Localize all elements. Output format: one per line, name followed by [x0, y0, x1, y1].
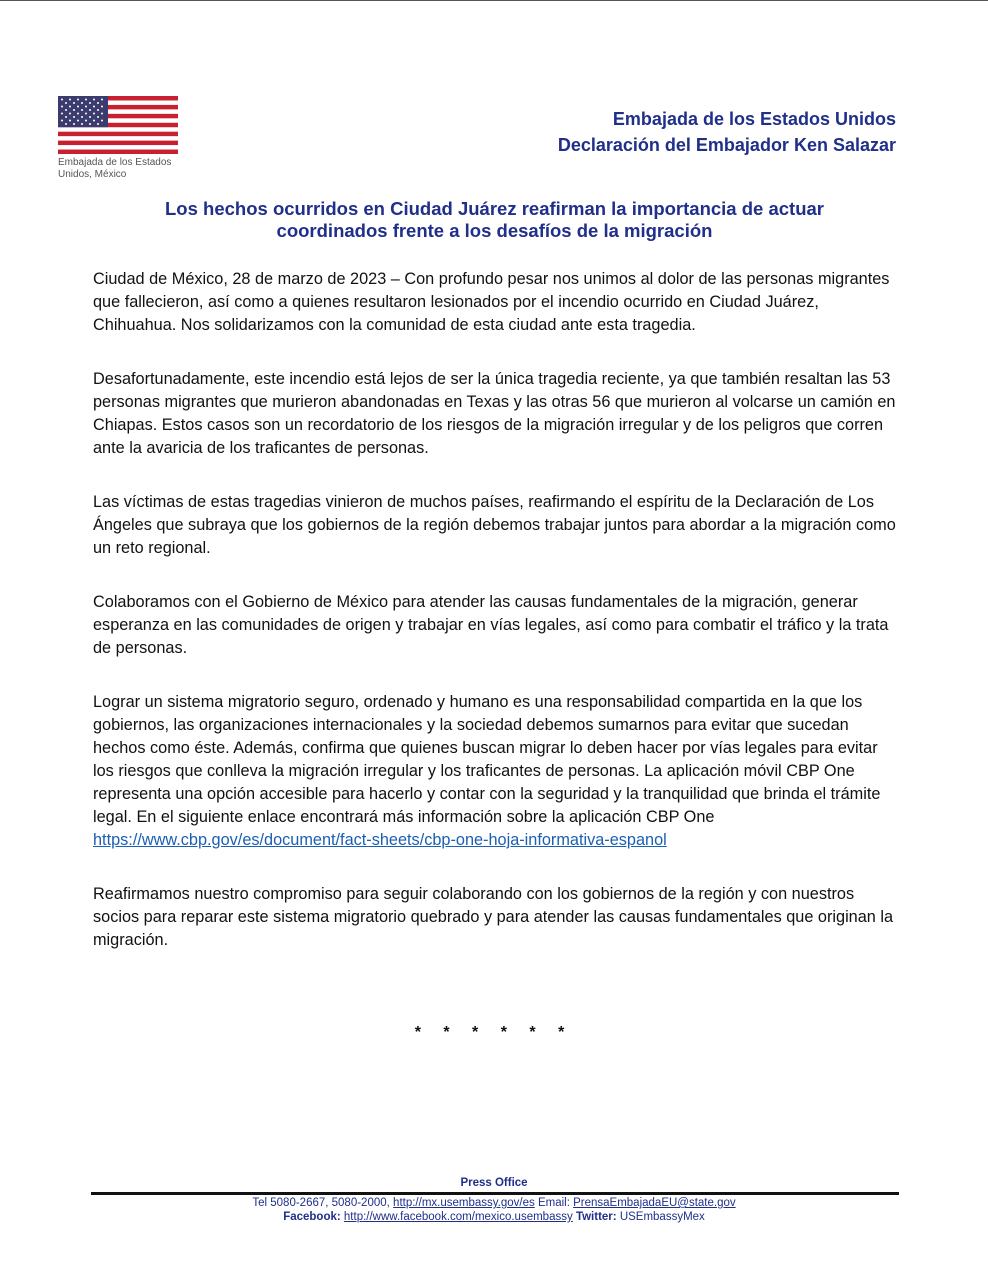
- cbp-one-link[interactable]: https://www.cbp.gov/es/document/fact-sheets/cbp-one-hoja-informativa-espanol: [93, 831, 667, 849]
- headline-line-2: coordinados frente a los desafíos de la migración: [276, 220, 713, 241]
- paragraph-4: Colaboramos con el Gobierno de México para atender las causas fundamentales de la migración, generar esperanza en las comunidades de origen y trabajar en vías legales, así como para combatir el tráfico y la trata de personas.: [93, 593, 889, 657]
- embassy-logo: [58, 96, 180, 181]
- statement-title: Declaración del Embajador Ken Salazar: [557, 135, 896, 155]
- embassy-site-link[interactable]: http://mx.usembassy.gov/es: [393, 1197, 535, 1209]
- paragraph-1: Ciudad de México, 28 de marzo de 2023 – Con profundo pesar nos unimos al dolor de las personas migrantes que fallecieron, así como a quienes resultaron lesionados por el incendio ocurrido en Ciudad Juárez, Chihuahua. Nos solidarizamos con la comunidad de esta ciudad ante esta tragedia.: [93, 270, 890, 334]
- facebook-link[interactable]: http://www.facebook.com/mexico.usembassy: [343, 1211, 573, 1223]
- footer-contact-line: [0, 1196, 988, 1210]
- footer-title: Press Office: [460, 1177, 528, 1189]
- document-header: [558, 106, 896, 158]
- footer-tel: Tel 5080-2667, 5080-2000,: [252, 1197, 390, 1209]
- embassy-name: Embajada de los Estados Unidos: [612, 109, 896, 129]
- section-separator: * * * * * *: [414, 1024, 574, 1041]
- headline: [93, 198, 896, 242]
- paragraph-6: Reafirmamos nuestro compromiso para seguir colaborando con los gobiernos de la región y con nuestros socios para reparar este sistema migratorio quebrado y para atender las causas fundamentales que originan la migración.: [93, 885, 894, 949]
- logo-caption: Embajada de los Estados Unidos, México: [58, 157, 172, 180]
- footer-social-line: [0, 1210, 988, 1224]
- us-flag-icon: [58, 96, 178, 154]
- footer-email-label: Email:: [537, 1197, 570, 1209]
- press-email-link[interactable]: PrensaEmbajadaEU@state.gov: [573, 1197, 736, 1209]
- footer-divider: [91, 1192, 899, 1195]
- paragraph-3: Las víctimas de estas tragedias vinieron de muchos países, reafirmando el espíritu de la Declaración de Los Ángeles que subraya que los gobiernos de la región debemos trabajar juntos para abordar a la migración como un reto regional.: [93, 493, 896, 557]
- headline-line-1: Los hechos ocurridos en Ciudad Juárez reafirman la importancia de actuar: [165, 198, 824, 219]
- paragraph-2: Desafortunadamente, este incendio está lejos de ser la única tragedia reciente, ya que también resaltan las 53 personas migrantes que murieron abandonadas en Texas y las otras 56 que murieron al volcarse un camión en Chiapas. Estos casos son un recordatorio de los riesgos de la migración irregular y de los peligros que corren ante la avaricia de los traficantes de personas.: [93, 370, 896, 457]
- top-border: [0, 0, 988, 1]
- statement-body: [93, 268, 899, 983]
- footer-facebook-label: Facebook:: [283, 1211, 341, 1223]
- paragraph-5-text: Lograr un sistema migratorio seguro, ordenado y humano es una responsabilidad compartida en la que los gobiernos, las organizaciones internacionales y la sociedad debemos sumarnos para evitar que sucedan hechos como éste. Además, confirma que quienes buscan migrar lo deben hacer por vías legales para evitar los riesgos que conlleva la migración irregular y los traficantes de personas. La aplicación móvil CBP One representa una opción accesible para hacerlo y contar con la seguridad y la tranquilidad que brinda el trámite legal. En el siguiente enlace encontrará más información sobre la aplicación CBP One: [93, 693, 881, 826]
- twitter-handle: USEmbassyMex: [619, 1211, 705, 1223]
- paragraph-5: [93, 691, 899, 852]
- footer-twitter-label: Twitter:: [575, 1211, 617, 1223]
